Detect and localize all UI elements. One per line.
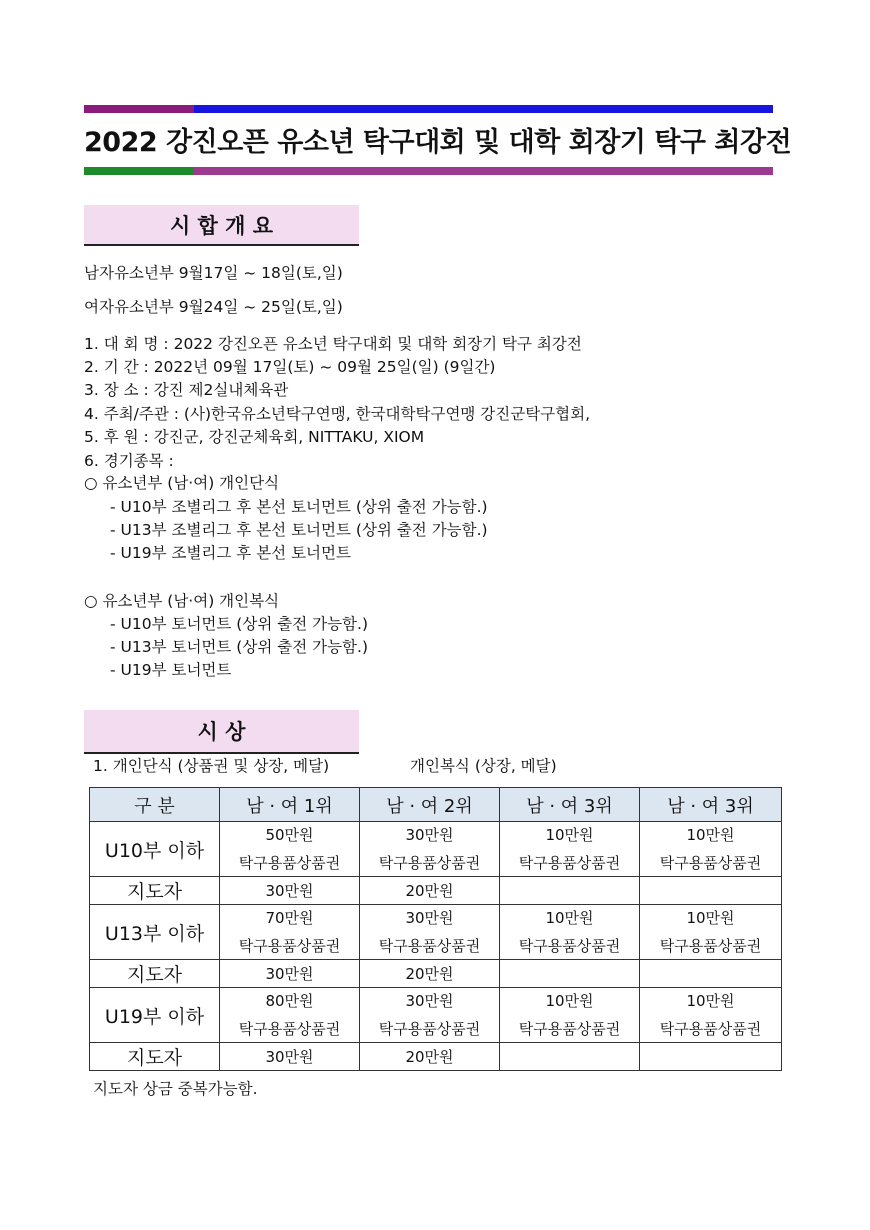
awards-subtitle-doubles: 개인복식 (상장, 메달): [410, 757, 557, 775]
prize-cell: [640, 877, 782, 905]
prize-voucher: 탁구용품상품권: [378, 854, 481, 872]
prize-cell: [640, 822, 782, 877]
prize-amount: 30만원: [405, 992, 454, 1010]
prize-amount: 10만원: [545, 909, 594, 927]
prize-table: [89, 787, 782, 1071]
table-row: [90, 960, 782, 988]
table-header-row: [90, 788, 782, 822]
doubles-line-u13: - U13부 토너먼트 (상위 출전 가능함.): [110, 638, 368, 656]
prize-amount: 10만원: [686, 909, 735, 927]
prize-cell: 30만원: [220, 1043, 360, 1071]
prize-voucher: 탁구용품상품권: [659, 937, 762, 955]
top-bar-purple: [84, 105, 194, 113]
table-row: [90, 877, 782, 905]
item-value: 2022년 09월 17일(토) ~ 09월 25일(일) (9일간): [153, 358, 496, 376]
awards-note: 지도자 상금 중복가능함.: [93, 1080, 258, 1098]
prize-cell: 20만원: [360, 1043, 500, 1071]
page-title: 2022 강진오픈 유소년 탁구대회 및 대학 회장기 탁구 최강전: [84, 127, 792, 158]
singles-line-u10: - U10부 조별리그 후 본선 토너먼트 (상위 출전 가능함.): [110, 498, 488, 516]
table-row: [90, 822, 782, 877]
prize-cell: [500, 960, 640, 988]
prize-cell: 20만원: [360, 877, 500, 905]
table-row: [90, 1043, 782, 1071]
prize-amount: 70만원: [265, 909, 314, 927]
table-row: [90, 905, 782, 960]
prize-amount: 30만원: [405, 826, 454, 844]
prize-amount: 10만원: [545, 826, 594, 844]
item-value: 강진 제2실내체육관: [153, 381, 289, 399]
doubles-heading: ○ 유소년부 (남·여) 개인복식: [84, 592, 280, 610]
prize-voucher: 탁구용품상품권: [518, 937, 621, 955]
prize-amount: 80만원: [265, 992, 314, 1010]
prize-cell: [220, 988, 360, 1043]
prize-cell: [360, 822, 500, 877]
prize-voucher: 탁구용품상품권: [378, 1020, 481, 1038]
item-label: 4. 주최/주관 :: [84, 405, 179, 423]
prize-cell: [220, 905, 360, 960]
prize-cell: [640, 905, 782, 960]
row-category: U10부 이하: [90, 822, 220, 877]
prize-amount: 50만원: [265, 826, 314, 844]
top-bar-blue: [194, 105, 773, 113]
awards-subtitle-singles: 1. 개인단식 (상품권 및 상장, 메달): [93, 757, 330, 775]
row-category: U13부 이하: [90, 905, 220, 960]
table-row: [90, 988, 782, 1043]
item-label: 2. 기 간 :: [84, 358, 149, 376]
prize-amount: 10만원: [545, 992, 594, 1010]
prize-cell: [360, 905, 500, 960]
prize-cell: 30만원: [220, 877, 360, 905]
prize-cell: [500, 988, 640, 1043]
column-header: 남 · 여 3위: [500, 788, 640, 822]
prize-voucher: 탁구용품상품권: [518, 854, 621, 872]
bottom-bar-magenta: [194, 167, 773, 175]
prize-amount: 10만원: [686, 826, 735, 844]
item-label: 1. 대 회 명 :: [84, 335, 169, 353]
item-label: 3. 장 소 :: [84, 381, 149, 399]
prize-cell: [500, 822, 640, 877]
prize-cell: [640, 988, 782, 1043]
singles-line-u13: - U13부 조별리그 후 본선 토너먼트 (상위 출전 가능함.): [110, 521, 488, 539]
item-sponsor: [84, 427, 424, 447]
prize-cell: [500, 905, 640, 960]
row-category: 지도자: [90, 877, 220, 905]
overview-heading: 시 합 개 요: [84, 205, 359, 246]
schedule-female: 여자유소년부 9월24일 ~ 25일(토,일): [84, 298, 343, 316]
doubles-line-u19: - U19부 토너먼트: [110, 661, 232, 679]
prize-cell: [500, 877, 640, 905]
column-header: 남 · 여 3위: [640, 788, 782, 822]
row-category: U19부 이하: [90, 988, 220, 1043]
doubles-line-u10: - U10부 토너먼트 (상위 출전 가능함.): [110, 615, 368, 633]
item-value: (사)한국유소년탁구연맹, 한국대학탁구연맹 강진군탁구협회,: [183, 405, 591, 423]
prize-cell: [500, 1043, 640, 1071]
prize-amount: 30만원: [405, 909, 454, 927]
item-host: [84, 404, 590, 424]
prize-voucher: 탁구용품상품권: [238, 937, 341, 955]
schedule-male: 남자유소년부 9월17일 ~ 18일(토,일): [84, 264, 343, 282]
bottom-bar-green: [84, 167, 194, 175]
prize-voucher: 탁구용품상품권: [518, 1020, 621, 1038]
column-header: 구 분: [90, 788, 220, 822]
awards-heading: 시 상: [84, 710, 359, 754]
prize-cell: 20만원: [360, 960, 500, 988]
prize-cell: [640, 960, 782, 988]
prize-amount: 10만원: [686, 992, 735, 1010]
item-label: 6. 경기종목 :: [84, 452, 174, 470]
row-category: 지도자: [90, 960, 220, 988]
item-value: 2022 강진오픈 유소년 탁구대회 및 대학 회장기 탁구 최강전: [173, 335, 582, 353]
singles-line-u19: - U19부 조별리그 후 본선 토너먼트: [110, 544, 351, 562]
item-events: [84, 451, 174, 471]
prize-cell: 30만원: [220, 960, 360, 988]
prize-cell: [640, 1043, 782, 1071]
prize-voucher: 탁구용품상품권: [238, 1020, 341, 1038]
prize-cell: [220, 822, 360, 877]
singles-heading: ○ 유소년부 (남·여) 개인단식: [84, 474, 280, 492]
column-header: 남 · 여 2위: [360, 788, 500, 822]
prize-cell: [360, 988, 500, 1043]
item-value: 강진군, 강진군체육회, NITTAKU, XIOM: [153, 428, 425, 446]
item-venue: [84, 380, 288, 400]
item-period: [84, 357, 495, 377]
row-category: 지도자: [90, 1043, 220, 1071]
prize-voucher: 탁구용품상품권: [378, 937, 481, 955]
item-event-name: [84, 334, 582, 354]
column-header: 남 · 여 1위: [220, 788, 360, 822]
item-label: 5. 후 원 :: [84, 428, 149, 446]
prize-voucher: 탁구용품상품권: [659, 1020, 762, 1038]
prize-voucher: 탁구용품상품권: [659, 854, 762, 872]
prize-voucher: 탁구용품상품권: [238, 854, 341, 872]
